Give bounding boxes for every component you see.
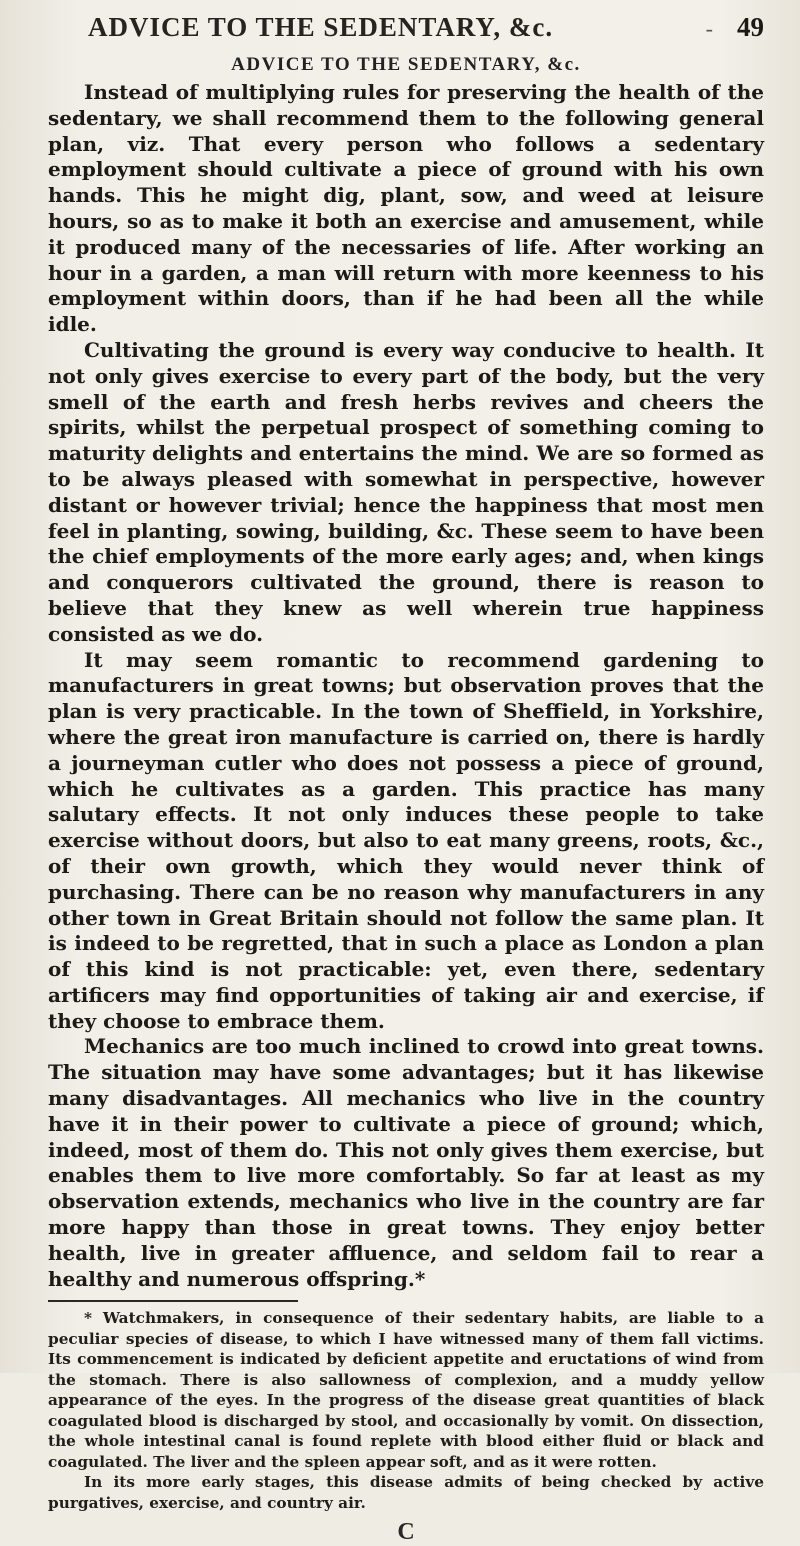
running-head <box>48 12 764 52</box>
running-title: ADVICE TO THE SEDENTARY, &c. <box>88 12 554 42</box>
footnote-paragraph-2: In its more early stages, this disease admits of being checked by active purgatives, exercise, and country air. <box>48 1473 764 1512</box>
section-title: ADVICE TO THE SEDENTARY, &c. <box>231 54 581 75</box>
running-separator: - <box>705 16 713 41</box>
footnote-rule <box>48 1300 298 1302</box>
paragraph-2: Cultivating the ground is every way conducive to health. It not only gives exercise to every part of the body, but the very smell of the earth and fresh herbs revives and cheers the spirits, whilst the perpetual prospect of something coming to maturity delights and entertains the mind. We are so formed as to be always pleased with somewhat in perspective, however distant or however trivial; hence the happiness that most men feel in planting, sowing, building, &c. These seem to have been the chief employments of the more early ages; and, when kings and conquerors cultivated the ground, there is reason to believe that they knew as well wherein true happiness consisted as we do. <box>48 337 764 646</box>
body-text <box>48 80 764 1292</box>
footnote <box>48 1308 764 1513</box>
running-head-right <box>692 12 764 43</box>
page-number: 49 <box>737 12 764 42</box>
footnote-paragraph-1: * Watchmakers, in consequence of their sedentary habits, are liable to a peculiar species of disease, to which I have witnessed many of them fall victims. Its commencement is indicated by deficient appetite and eructations of wind from the stomach. There is also sallowness of complexion, and a muddy yellow appearance of the eyes. In the progress of the disease great quantities of black coagulated blood is discharged by stool, and occasionally by vomit. On dissection, the whole intestinal canal is found replete with blood either fluid or black and coagulated. The liver and the spleen appear soft, and as it were rotten. <box>48 1309 764 1471</box>
paragraph-3: It may seem romantic to recommend gardening to manufacturers in great towns; but observation proves that the plan is very practicable. In the town of Sheffield, in Yorkshire, where the great iron manufacture is carried on, there is hardly a journeyman cutler who does not possess a piece of ground, which he cultivates as a garden. This practice has many salutary effects. It not only induces these people to take exercise without doors, but also to eat many greens, roots, &c., of their own growth, which they would never think of purchasing. There can be no reason why manufacturers in any other town in Great Britain should not follow the same plan. It is indeed to be regretted, that in such a place as London a plan of this kind is not practicable: yet, even there, sedentary artificers may find opportunities of taking air and exercise, if they choose to embrace them. <box>48 647 764 1033</box>
signature-mark: C <box>397 1519 415 1546</box>
paragraph-1: Instead of multiplying rules for preserving the health of the sedentary, we shall recommend them to the following general plan, viz. That every person who follows a sedentary employment should cultivate a piece of ground with his own hands. This he might dig, plant, sow, and weed at leisure hours, so as to make it both an exercise and amusement, while it produced many of the necessaries of life. After working an hour in a garden, a man will return with more keenness to his employment within doors, than if he had been all the while idle. <box>48 80 764 337</box>
paragraph-4: Mechanics are too much inclined to crowd into great towns. The situation may have some advantages; but it has likewise many disadvantages. All mechanics who live in the country have it in their power to cultivate a piece of ground; which, indeed, most of them do. This not only gives them exercise, but enables them to live more comfortably. So far at least as my observation extends, mechanics who live in the country are far more happy than those in great towns. They enjoy better health, live in greater affluence, and seldom fail to rear a healthy and numerous offspring.* <box>48 1034 764 1291</box>
